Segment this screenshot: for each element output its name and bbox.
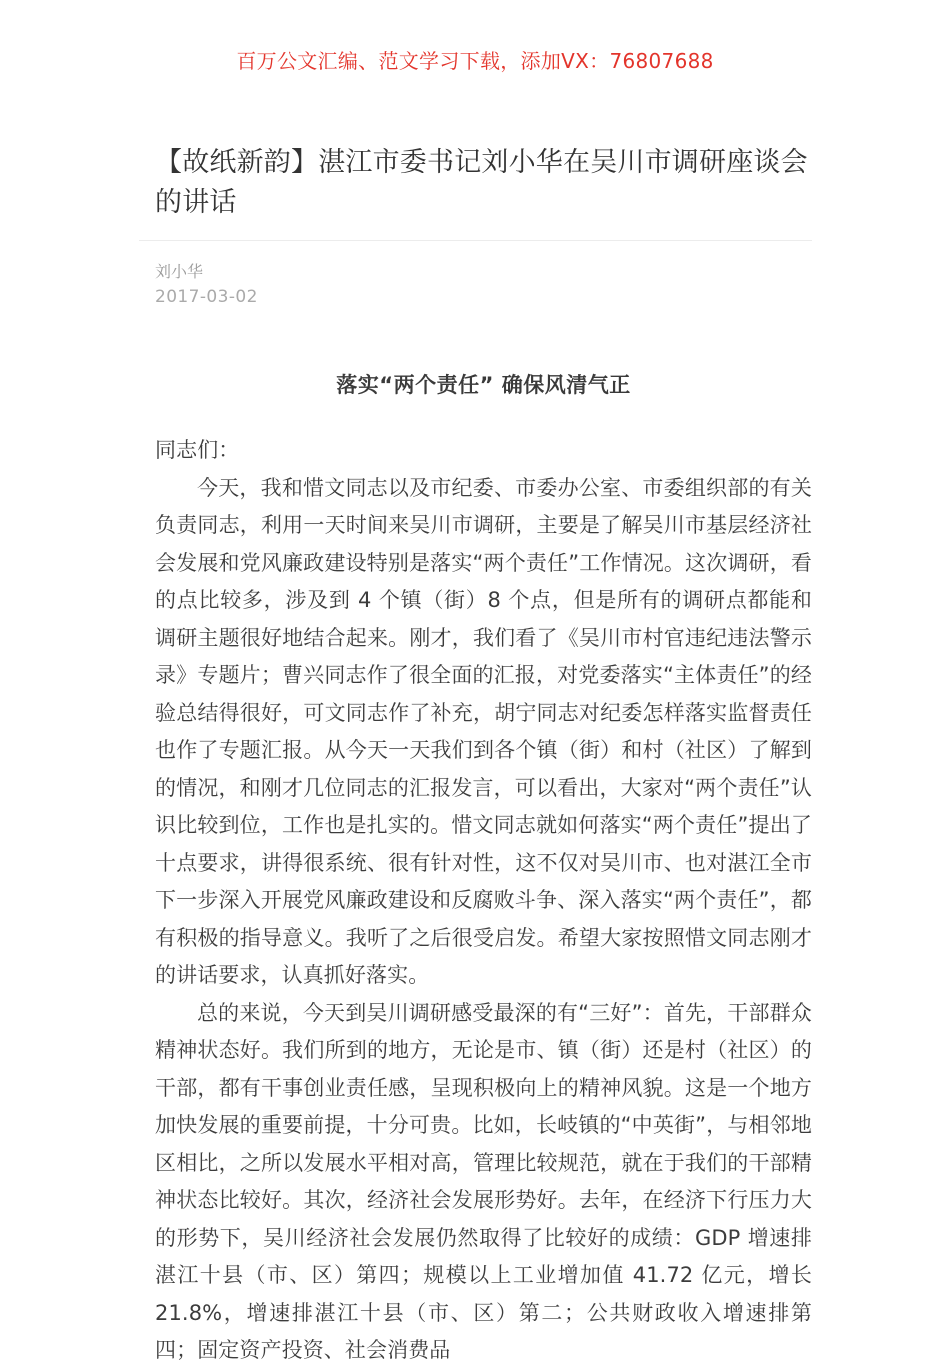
salutation: 同志们： (155, 438, 240, 462)
document-body (139, 310, 812, 1370)
promo-banner: 百万公文汇编、范文学习下载，添加VX：76807688 (236, 49, 714, 73)
publish-date: 2017-03-02 (155, 287, 258, 307)
author-name: 刘小华 (155, 262, 204, 281)
article-meta (139, 241, 812, 310)
document-subtitle: 落实“两个责任” 确保风清气正 (336, 373, 631, 397)
paragraph-1: 今天，我和惜文同志以及市纪委、市委办公室、市委组织部的有关负责同志，利用一天时间来吴川市调研，主要是了解吴川市基层经济社会发展和党风廉政建设特别是落实“两个责任”工作情况。这次调研，看的点比较多，涉及到 4 个镇（街）8 个点，但是所有的调研点都能和调研主题很好地结合起来。刚才，我们看了《吴川市村官违纪违法警示录》专题片；曹兴同志作了很全面的汇报，对党委落实“主体责任”的经验总结得很好，可文同志作了补充，胡宁同志对纪委怎样落实监督责任也作了专题汇报。从今天一天我们到各个镇（街）和村（社区）了解到的情况，和刚才几位同志的汇报发言，可以看出，大家对“两个责任”认识比较到位，工作也是扎实的。惜文同志就如何落实“两个责任”提出了十点要求，讲得很系统、很有针对性，这不仅对吴川市、也对湛江全市下一步深入开展党风廉政建设和反腐败斗争、深入落实“两个责任”，都有积极的指导意义。我听了之后很受启发。希望大家按照惜文同志刚才的讲话要求，认真抓好落实。 (155, 475, 812, 987)
body-text (155, 432, 812, 1370)
page-title: 【故纸新韵】湛江市委书记刘小华在吴川市调研座谈会的讲话 (155, 147, 808, 218)
paragraph-2: 总的来说，今天到吴川调研感受最深的有“三好”：首先，干部群众精神状态好。我们所到的地方，无论是市、镇（街）还是村（社区）的干部，都有干事创业责任感，呈现积极向上的精神风貌。这是一个地方加快发展的重要前提，十分可贵。比如，长岐镇的“中英街”，与相邻地区相比，之所以发展水平相对高，管理比较规范，就在于我们的干部精神状态比较好。其次，经济社会发展形势好。去年，在经济下行压力大的形势下，吴川经济社会发展仍然取得了比较好的成绩：GDP 增速排湛江十县（市、区）第四；规模以上工业增加值 41.72 亿元，增长 21.8%，增速排湛江十县（市、区）第二；公共财政收入增速排第四；固定资产投资、社会消费品 (155, 1000, 812, 1362)
article-container (139, 0, 812, 1370)
